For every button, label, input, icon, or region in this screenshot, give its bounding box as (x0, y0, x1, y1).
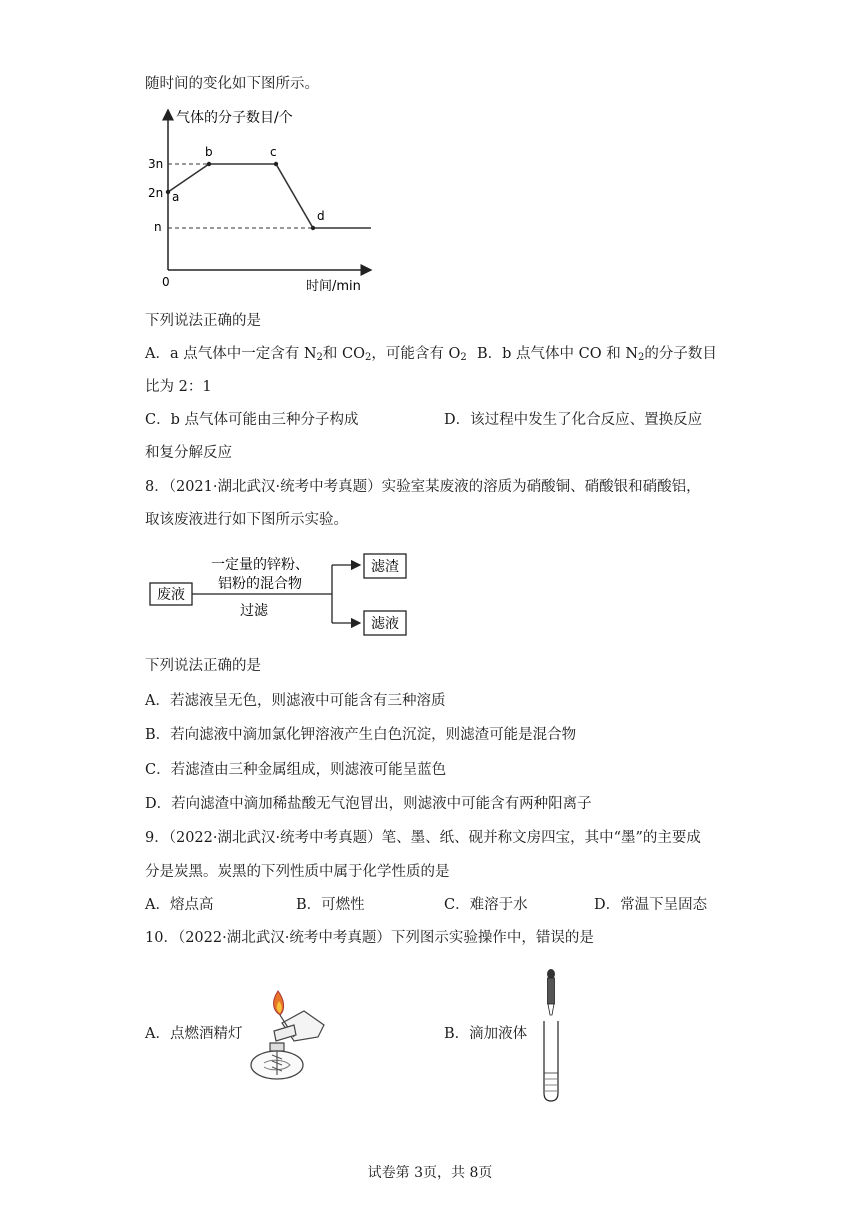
y-tick-2n: 2n (148, 186, 164, 200)
q10-title: 10．（2022·湖北武汉·统考中考真题）下列图示实验操作中，错误的是 (145, 930, 594, 946)
point-d (311, 226, 315, 230)
y-tick-3n: 3n (148, 157, 164, 171)
filtrate-label: 滤液 (371, 616, 399, 632)
origin-label: 0 (162, 275, 170, 289)
q10-option-b: B．滴加液体 (444, 1026, 528, 1042)
q9-option-d: D．常温下呈固态 (594, 897, 708, 913)
q8-title-cont: 取该废液进行如下图所示实验。 (145, 512, 348, 528)
dropper-test-tube-icon (536, 965, 566, 1105)
x-axis-label: 时间/min (306, 279, 361, 294)
q7-option-d-cont: 和复分解反应 (145, 445, 232, 461)
q9-title-cont: 分是炭黑。炭黑的下列性质中属于化学性质的是 (145, 864, 450, 880)
q9-option-b: B．可燃性 (296, 897, 365, 913)
label-c: c (270, 145, 277, 159)
label-a: a (172, 190, 180, 204)
q8-option-b: B．若向滤液中滴加氯化钾溶液产生白色沉淀，则滤渣可能是混合物 (145, 727, 577, 743)
q9-option-a: A．熔点高 (145, 897, 214, 913)
q9-title: 9．（2022·湖北武汉·统考中考真题）笔、墨、纸、砚并称文房四宝，其中“墨”的主要成 (145, 830, 701, 846)
label-b: b (205, 145, 213, 159)
q8-title: 8．（2021·湖北武汉·统考中考真题）实验室某废液的溶质为硝酸铜、硝酸银和硝酸铝， (145, 479, 701, 495)
point-c (274, 162, 278, 166)
q10-option-a: A．点燃酒精灯 (145, 1026, 243, 1042)
reagent-line2: 铝粉的混合物 (218, 576, 302, 592)
q7-option-a: A．a 点气体中一定含有 $N_2$和 $CO_2$，可能含有 $O_2$ (145, 346, 467, 363)
alcohol-lamp-lighting-icon (244, 985, 340, 1085)
q8-prompt: 下列说法正确的是 (145, 658, 261, 674)
filter-label: 过滤 (240, 603, 268, 619)
reagent-line1: 一定量的锌粉、 (211, 557, 309, 573)
y-tick-n: n (154, 220, 162, 234)
label-d: d (317, 209, 325, 223)
q9-option-c: C．难溶于水 (444, 897, 528, 913)
q7-option-b-cont: 比为 2：1 (145, 379, 212, 395)
q7-option-d: D．该过程中发生了化合反应、置换反应 (444, 412, 703, 428)
point-b (207, 162, 211, 166)
q7-intro: 随时间的变化如下图所示。 (145, 76, 319, 92)
q7-option-b: B．b 点气体中 CO 和 $N_2$的分子数目 (477, 346, 717, 363)
point-a (166, 190, 170, 194)
waste-liquid-label: 废液 (157, 587, 185, 603)
y-axis-label: 气体的分子数目/个 (176, 110, 293, 126)
q7-prompt: 下列说法正确的是 (145, 313, 261, 329)
q7-molecule-graph (146, 100, 386, 300)
q8-option-d: D．若向滤渣中滴加稀盐酸无气泡冒出，则滤液中可能含有两种阳离子 (145, 796, 592, 812)
residue-label: 滤渣 (371, 559, 399, 575)
q8-option-c: C．若滤渣由三种金属组成，则滤液可能呈蓝色 (145, 762, 447, 778)
q7-option-c: C．b 点气体可能由三种分子构成 (145, 412, 359, 428)
page-footer: 试卷第 3页，共 8页 (367, 1165, 493, 1181)
graph-line (168, 164, 371, 228)
q8-flow-diagram (146, 545, 416, 645)
q8-option-a: A．若滤液呈无色，则滤液中可能含有三种溶质 (145, 693, 446, 709)
